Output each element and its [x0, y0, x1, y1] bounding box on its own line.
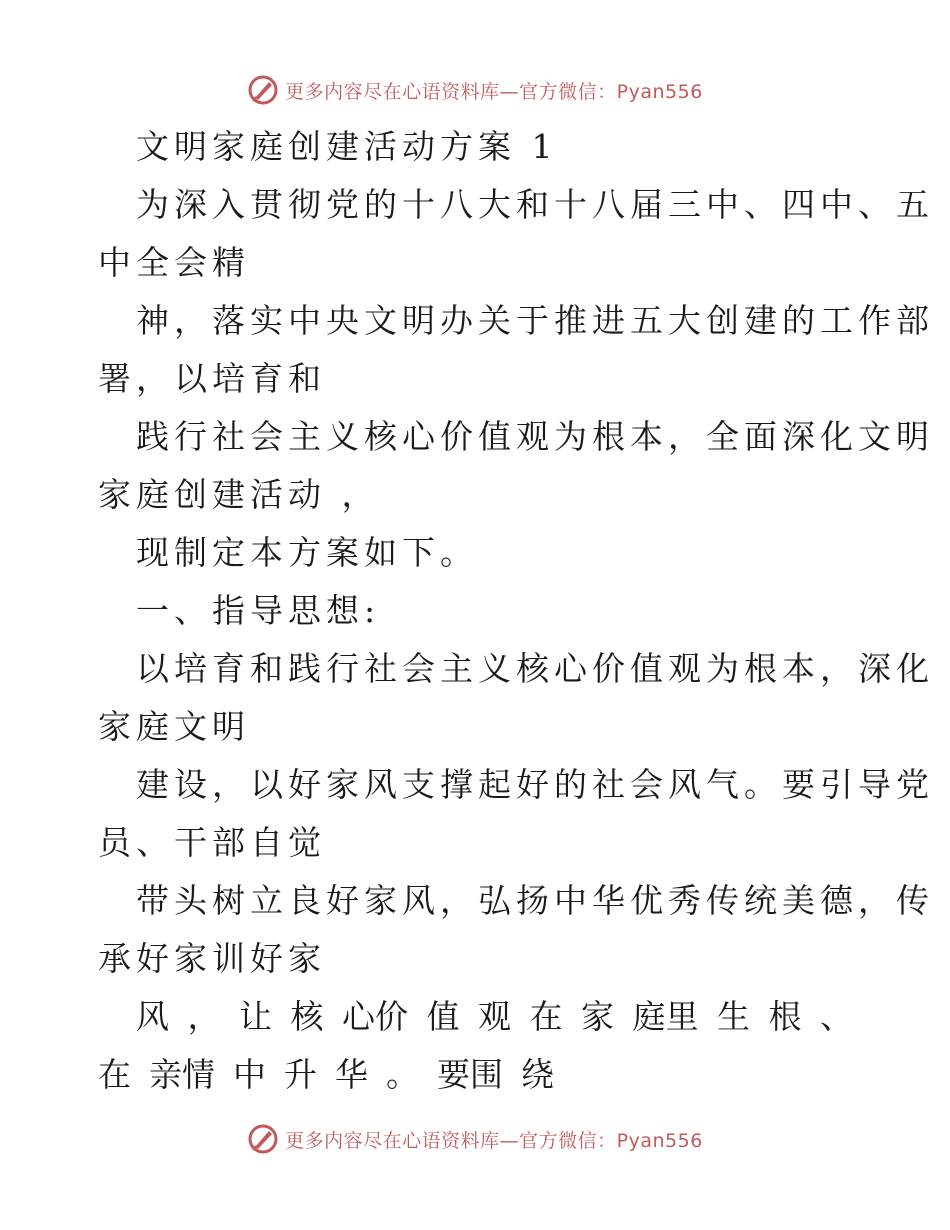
paragraph-line: 带头树立良好家风，弘扬中华优秀传统美德，传: [136, 881, 934, 920]
paragraph-line: 署，以培育和: [98, 359, 326, 398]
spread-char: 要围: [437, 1055, 503, 1094]
document-title: 文明家庭创建活动方案 1: [136, 127, 558, 166]
spread-char: 升: [284, 1055, 317, 1094]
spread-char: 让: [239, 997, 272, 1036]
paragraph-line: 为深入贯彻党的十八大和十八届三中、四中、五: [136, 185, 934, 224]
document-body: [98, 118, 934, 1104]
spread-char: 生: [717, 997, 750, 1036]
paragraph-line: 员、干部自觉: [98, 823, 326, 862]
section-heading: 一、指导思想:: [136, 591, 381, 630]
spread-char: 在: [529, 997, 563, 1036]
spread-line: [98, 1046, 853, 1104]
spread-line: [98, 988, 853, 1046]
spread-char: 绕: [521, 1055, 554, 1094]
spread-char: 家: [581, 997, 614, 1036]
spread-char: 在: [98, 1055, 131, 1094]
spread-char: 观: [478, 997, 511, 1036]
spread-char: 值: [426, 997, 460, 1036]
spread-char: 。: [386, 1055, 419, 1094]
watermark-text: 更多内容尽在心语资料库—官方微信：Pyan556: [285, 1129, 703, 1152]
watermark-footer: [0, 1119, 950, 1159]
quill-seal-icon: [247, 74, 279, 106]
spread-char: 亲情: [149, 1055, 215, 1094]
paragraph-line: 家庭创建活动 ，: [98, 475, 380, 514]
paragraph-line: 建设，以好家风支撑起好的社会风气。要引导党: [136, 765, 934, 804]
spread-char: 风: [136, 997, 169, 1036]
quill-seal-icon: [247, 1123, 279, 1155]
spread-char: ，: [187, 997, 221, 1036]
watermark-header: [0, 70, 950, 110]
spread-char: 核: [290, 997, 324, 1036]
spread-char: 庭里: [632, 997, 699, 1036]
watermark-text: 更多内容尽在心语资料库—官方微信：Pyan556: [285, 80, 703, 103]
paragraph-line: 以培育和践行社会主义核心价值观为根本，深化: [136, 649, 934, 688]
paragraph-line: 家庭文明: [98, 707, 250, 746]
spread-char: 根: [768, 997, 802, 1036]
spread-char: 心价: [342, 997, 408, 1036]
paragraph-line: 神，落实中央文明办关于推进五大创建的工作部: [136, 301, 934, 340]
paragraph-line: 承好家训好家: [98, 939, 326, 978]
spread-char: 华: [335, 1055, 368, 1094]
paragraph-line: 中全会精: [98, 243, 250, 282]
spread-char: 中: [233, 1055, 266, 1094]
paragraph-line: 现制定本方案如下。: [136, 533, 478, 572]
spread-char: 、: [820, 997, 853, 1036]
paragraph-line: 践行社会主义核心价值观为根本，全面深化文明: [136, 417, 934, 456]
